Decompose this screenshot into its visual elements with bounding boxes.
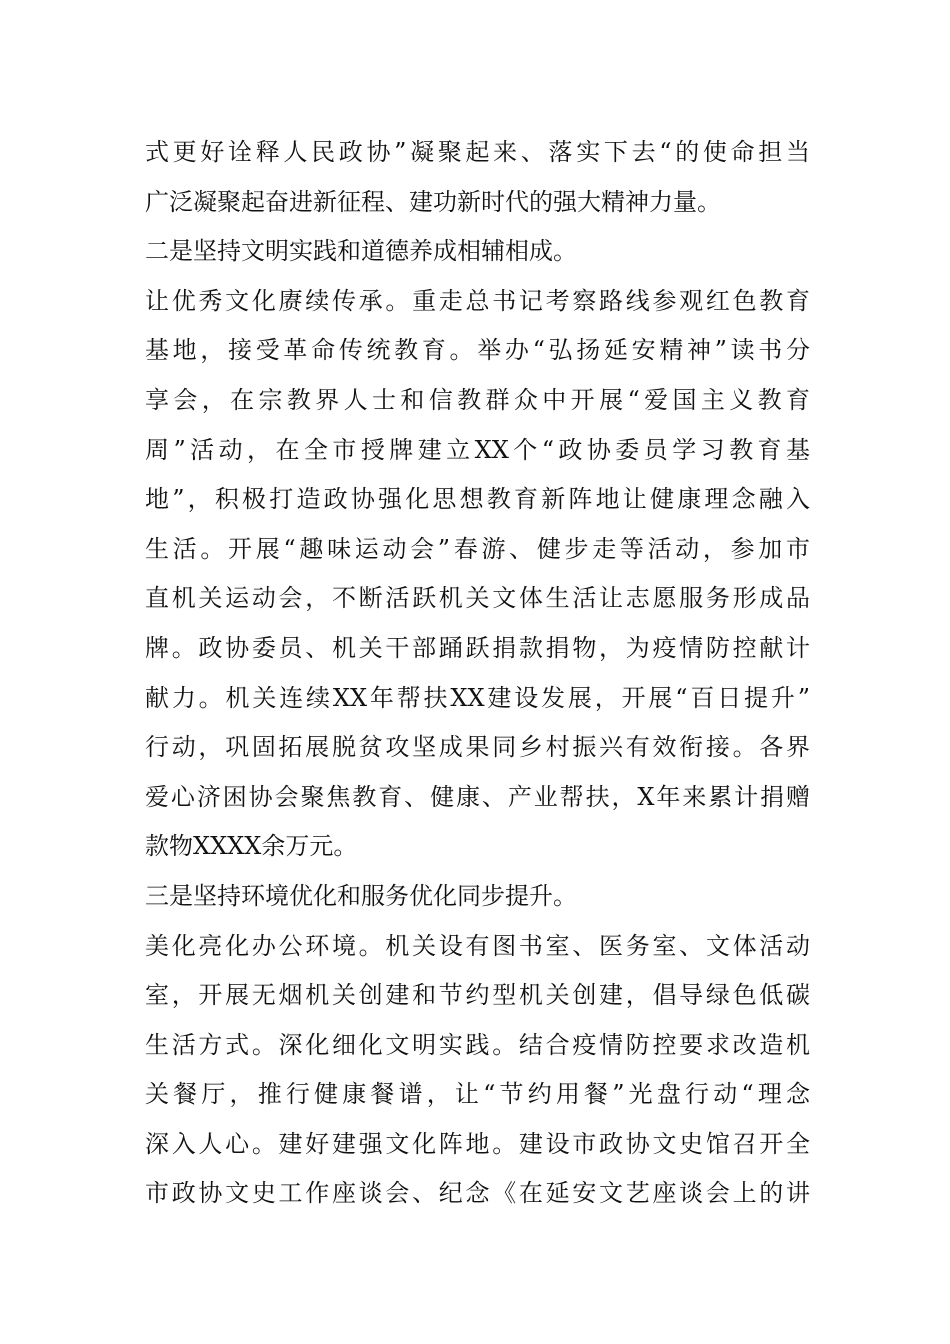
text-line-9: 生活。开展“趣味运动会”春游、健步走等活动，参加市 [145,534,810,563]
text-line-18: 室，开展无烟机关创建和节约型机关创建，倡导绿色低碳 [145,981,810,1010]
section-heading-2: 二是坚持文明实践和道德养成相辅相成。 [145,237,577,266]
document-body [145,128,810,1219]
text-line-10: 直机关运动会，不断活跃机关文体生活让志愿服务形成品 [145,584,810,613]
text-line-6: 享会，在宗教界人士和信教群众中开展“爱国主义教育 [145,385,810,414]
text-line-1: 式更好诠释人民政协”凝聚起来、落实下去“的使命担当 [145,138,810,166]
text-line-12: 献力。机关连续XX年帮扶XX建设发展，开展“百日提升” [145,683,810,712]
text-line-13: 行动，巩固拓展脱贫攻坚成果同乡村振兴有效衔接。各界 [145,733,810,762]
text-line-22: 市政协文史工作座谈会、纪念《在延安文艺座谈会上的讲 [145,1179,810,1208]
text-line-14: 爱心济困协会聚焦教育、健康、产业帮扶，X年来累计捐赠 [145,782,810,811]
text-line-4: 让优秀文化赓续传承。重走总书记考察路线参观红色教育 [145,286,810,315]
text-line-15: 款物XXXX余万元。 [145,832,358,861]
text-line-8: 地”，积极打造政协强化思想教育新阵地让健康理念融入 [145,485,810,514]
text-line-17: 美化亮化办公环境。机关设有图书室、医务室、文体活动 [145,931,810,960]
text-line-5: 基地，接受革命传统教育。举办“弘扬延安精神”读书分 [145,336,810,365]
text-line-2: 广泛凝聚起奋进新征程、建功新时代的强大精神力量。 [145,187,721,216]
text-line-21: 深入人心。建好建强文化阵地。建设市政协文史馆召开全 [145,1129,810,1158]
text-line-11: 牌。政协委员、机关干部踊跃捐款捐物，为疫情防控献计 [145,633,810,662]
text-line-7: 周”活动，在全市授牌建立XX个“政协委员学习教育基 [145,435,810,464]
text-line-20: 关餐厅，推行健康餐谱，让“节约用餐”光盘行动“理念 [145,1080,810,1109]
section-heading-3: 三是坚持环境优化和服务优化同步提升。 [145,881,577,910]
text-line-19: 生活方式。深化细化文明实践。结合疫情防控要求改造机 [145,1030,810,1059]
